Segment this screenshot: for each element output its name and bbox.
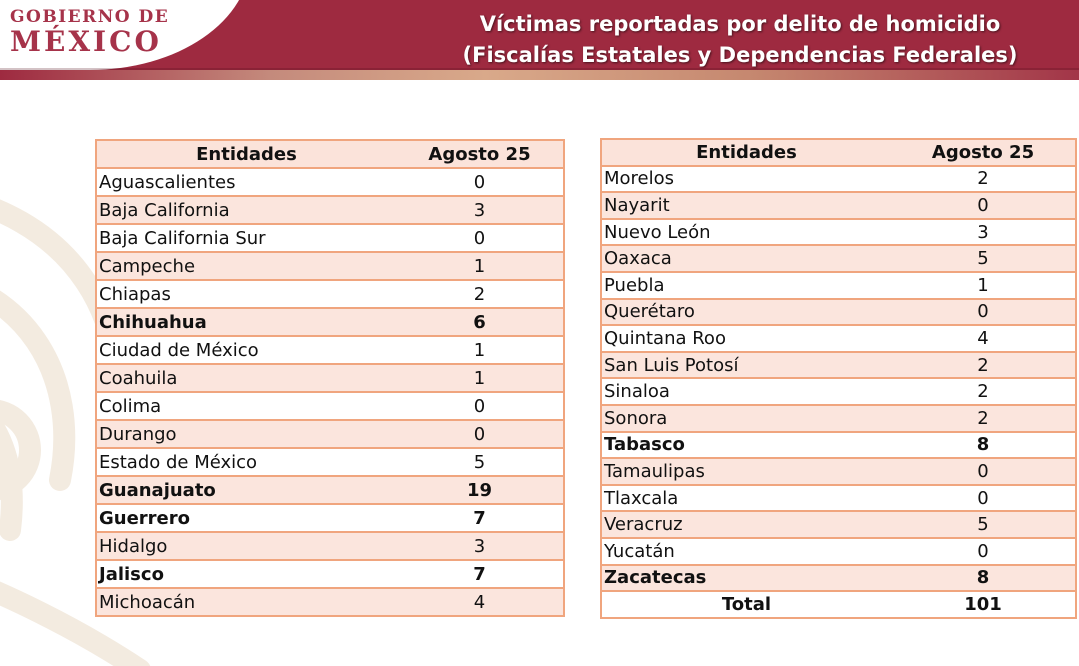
entity-value: 0 bbox=[396, 392, 564, 420]
table-row bbox=[96, 336, 564, 364]
table-row bbox=[96, 168, 564, 196]
table-row bbox=[601, 485, 1076, 512]
entity-name: Coahuila bbox=[96, 364, 396, 392]
table-row bbox=[96, 448, 564, 476]
entity-value: 0 bbox=[891, 485, 1076, 512]
table-row bbox=[601, 458, 1076, 485]
entity-value: 0 bbox=[891, 458, 1076, 485]
table-row bbox=[96, 476, 564, 504]
table-row bbox=[96, 364, 564, 392]
entity-name: Yucatán bbox=[601, 538, 891, 565]
entity-name: Aguascalientes bbox=[96, 168, 396, 196]
entity-value: 4 bbox=[891, 325, 1076, 352]
entity-value: 8 bbox=[891, 565, 1076, 592]
entity-value: 1 bbox=[396, 364, 564, 392]
entity-name: Jalisco bbox=[96, 560, 396, 588]
entity-name: Campeche bbox=[96, 252, 396, 280]
entity-name: Durango bbox=[96, 420, 396, 448]
table-row bbox=[601, 166, 1076, 193]
entity-value: 2 bbox=[396, 280, 564, 308]
gobierno-de-mexico-logo bbox=[10, 9, 169, 56]
entity-name: Puebla bbox=[601, 272, 891, 299]
entity-name: Nayarit bbox=[601, 192, 891, 219]
table-row bbox=[96, 280, 564, 308]
entity-value: 5 bbox=[891, 511, 1076, 538]
table-row bbox=[601, 299, 1076, 326]
entity-name: Baja California Sur bbox=[96, 224, 396, 252]
table-row bbox=[96, 308, 564, 336]
entity-value: 1 bbox=[396, 252, 564, 280]
table-row bbox=[96, 420, 564, 448]
entity-name: Michoacán bbox=[96, 588, 396, 616]
total-value: 101 bbox=[891, 591, 1076, 618]
page-title bbox=[380, 9, 1079, 71]
column-header-entidades: Entidades bbox=[96, 140, 396, 168]
entity-value: 0 bbox=[396, 168, 564, 196]
entity-value: 2 bbox=[891, 352, 1076, 379]
column-header-agosto-25: Agosto 25 bbox=[891, 139, 1076, 166]
column-header-agosto-25: Agosto 25 bbox=[396, 140, 564, 168]
table-row bbox=[96, 504, 564, 532]
entity-name: Zacatecas bbox=[601, 565, 891, 592]
table-row bbox=[601, 352, 1076, 379]
column-header-entidades: Entidades bbox=[601, 139, 891, 166]
entity-value: 4 bbox=[396, 588, 564, 616]
entity-name: Colima bbox=[96, 392, 396, 420]
table-row bbox=[96, 392, 564, 420]
table-row bbox=[601, 565, 1076, 592]
entity-value: 0 bbox=[891, 299, 1076, 326]
entity-value: 5 bbox=[396, 448, 564, 476]
entity-value: 1 bbox=[891, 272, 1076, 299]
header-banner bbox=[0, 0, 1079, 80]
left-entities-table bbox=[95, 139, 565, 617]
table-header-row bbox=[601, 139, 1076, 166]
table-header-row bbox=[96, 140, 564, 168]
entity-value: 6 bbox=[396, 308, 564, 336]
entity-value: 8 bbox=[891, 432, 1076, 459]
table-row bbox=[601, 219, 1076, 246]
entity-value: 3 bbox=[396, 196, 564, 224]
entity-value: 0 bbox=[891, 192, 1076, 219]
entity-name: Chihuahua bbox=[96, 308, 396, 336]
entity-name: Sonora bbox=[601, 405, 891, 432]
entity-value: 0 bbox=[396, 420, 564, 448]
table-row bbox=[96, 224, 564, 252]
entity-value: 5 bbox=[891, 245, 1076, 272]
entity-name: Tabasco bbox=[601, 432, 891, 459]
table-row bbox=[96, 588, 564, 616]
table-row bbox=[601, 325, 1076, 352]
entity-name: Sinaloa bbox=[601, 378, 891, 405]
table-row bbox=[601, 432, 1076, 459]
entity-name: Veracruz bbox=[601, 511, 891, 538]
table-row bbox=[601, 538, 1076, 565]
table-row bbox=[601, 192, 1076, 219]
entity-name: Morelos bbox=[601, 166, 891, 193]
entity-value: 19 bbox=[396, 476, 564, 504]
table-row bbox=[601, 272, 1076, 299]
entity-value: 7 bbox=[396, 504, 564, 532]
entity-value: 1 bbox=[396, 336, 564, 364]
entity-name: Estado de México bbox=[96, 448, 396, 476]
logo-line-1: GOBIERNO DE bbox=[10, 7, 170, 27]
title-line-2: (Fiscalías Estatales y Dependencias Federales) bbox=[462, 43, 1018, 67]
entity-value: 3 bbox=[891, 219, 1076, 246]
table-row bbox=[96, 252, 564, 280]
entity-name: Chiapas bbox=[96, 280, 396, 308]
entity-value: 2 bbox=[891, 378, 1076, 405]
entity-name: Nuevo León bbox=[601, 219, 891, 246]
logo-line-2: MÉXICO bbox=[10, 25, 162, 58]
entity-name: Hidalgo bbox=[96, 532, 396, 560]
entity-value: 2 bbox=[891, 166, 1076, 193]
table-row bbox=[96, 196, 564, 224]
total-row bbox=[601, 591, 1076, 618]
entity-value: 0 bbox=[396, 224, 564, 252]
entity-name: Oaxaca bbox=[601, 245, 891, 272]
entity-name: San Luis Potosí bbox=[601, 352, 891, 379]
table-row bbox=[601, 245, 1076, 272]
entity-name: Baja California bbox=[96, 196, 396, 224]
banner-gradient-stripe bbox=[0, 70, 1079, 80]
entity-value: 2 bbox=[891, 405, 1076, 432]
entity-name: Tamaulipas bbox=[601, 458, 891, 485]
entity-value: 3 bbox=[396, 532, 564, 560]
right-entities-table bbox=[600, 138, 1077, 619]
total-label: Total bbox=[601, 591, 891, 618]
entity-value: 0 bbox=[891, 538, 1076, 565]
table-row bbox=[96, 560, 564, 588]
entity-value: 7 bbox=[396, 560, 564, 588]
entity-name: Ciudad de México bbox=[96, 336, 396, 364]
entity-name: Querétaro bbox=[601, 299, 891, 326]
table-row bbox=[601, 511, 1076, 538]
title-line-1: Víctimas reportadas por delito de homicidio bbox=[479, 12, 1001, 36]
entity-name: Quintana Roo bbox=[601, 325, 891, 352]
table-row bbox=[96, 532, 564, 560]
entity-name: Tlaxcala bbox=[601, 485, 891, 512]
table-row bbox=[601, 378, 1076, 405]
entity-name: Guanajuato bbox=[96, 476, 396, 504]
table-row bbox=[601, 405, 1076, 432]
entity-name: Guerrero bbox=[96, 504, 396, 532]
